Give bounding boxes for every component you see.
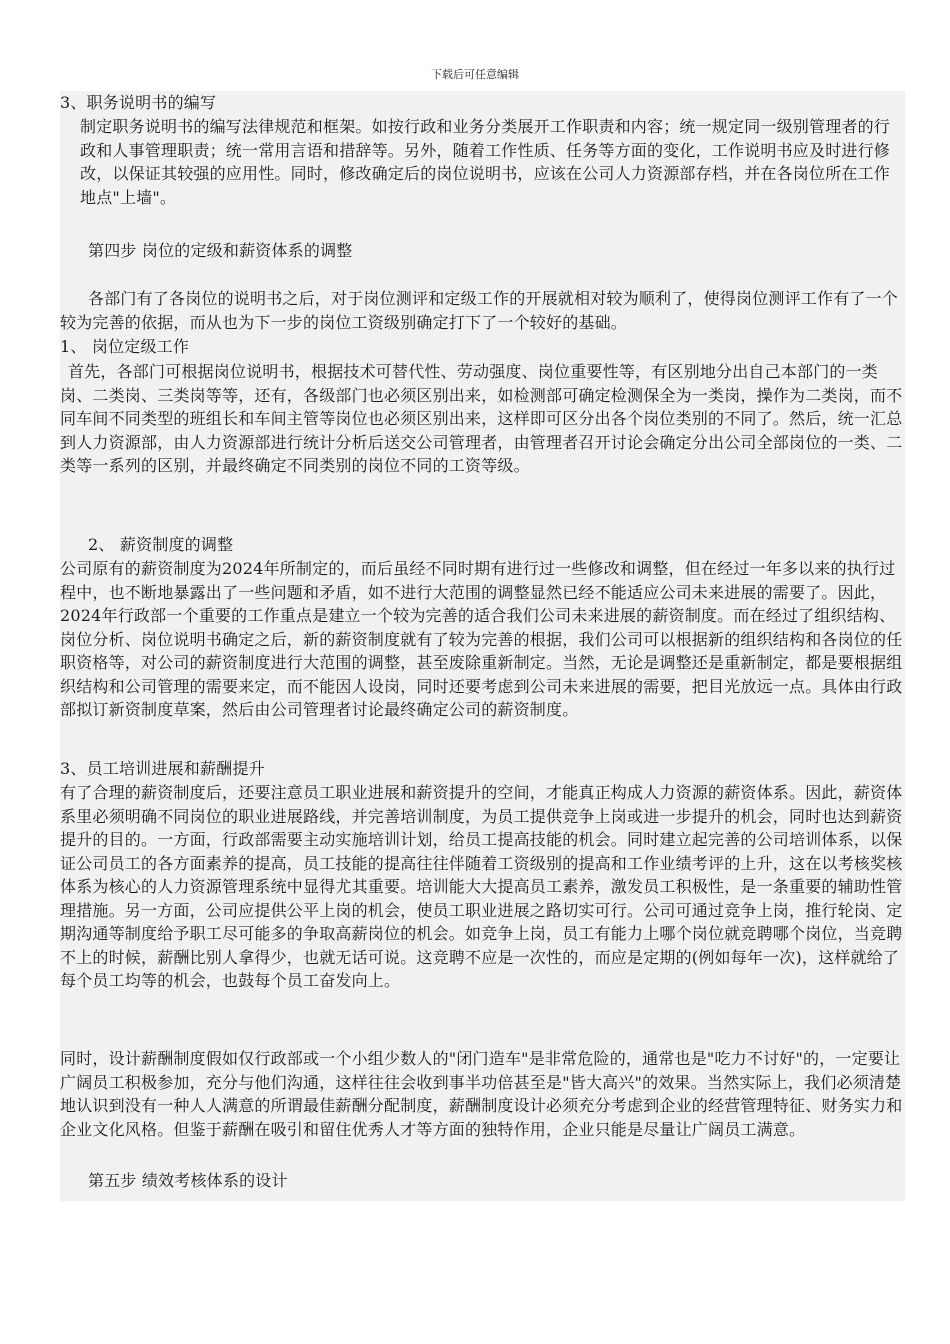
section-2-title: 2、 薪资制度的调整 (88, 535, 234, 554)
section-3b-body: 有了合理的薪资制度后，还要注意员工职业进展和薪资提升的空间，才能真正构成人力资源的薪资体系。因此，薪资体系里必须明确不同岗位的职业进展路线，并完善培训制度，为员工提供竞争上岗或进一步提升的机会，同时也达到薪资提升的目的。一方面，行政部需要主动实施培训计划，给员工提高技能的机会。同时建立起完善的公司培训体系，以保证公司员工的各方面素养的提高，员工技能的提高往往伴随着工资级别的提高和工作业绩考评的上升，这在以考核奖核体系为核心的人力资源管理系统中显得尤其重要。培训能大大提高员工素养，激发员工积极性，是一条重要的辅助性管理措施。另一方面，公司应提供公平上岗的机会，使员工职业进展之路切实可行。公司可通过竞争上岗，推行轮岗、定期沟通等制度给予职工尽可能多的争取高薪岗位的机会。如竞争上岗，员工有能力上哪个岗位就竞聘哪个岗位，当竞聘不上的时候，薪酬比别人拿得少，也就无话可说。这竞聘不应是一次性的，而应是定期的(例如每年一次)，这样就给了每个员工均等的机会，也鼓每个员工奋发向上。 (60, 783, 903, 990)
step-4-title: 第四步 岗位的定级和薪资体系的调整 (88, 241, 353, 260)
section-1-title: 1、 岗位定级工作 (60, 337, 190, 356)
document-page (60, 91, 905, 1201)
section-1-body: 首先，各部门可根据岗位说明书，根据技术可替代性、劳动强度、岗位重要性等，有区别地分出自己本部门的一类岗、二类岗、三类岗等等，还有，各级部门也必须区别出来，如检测部可确定检测保全为一类岗，操作为二类岗，而不同车间不同类型的班组长和车间主管等岗位也必须区别出来，这样即可区分出各个岗位类别的不同了。然后，统一汇总到人力资源部，由人力资源部进行统计分析后送交公司管理者，由管理者召开讨论会确定分出公司全部岗位的一类、二类等一系列的区别，并最终确定不同类别的岗位不同的工资等级。 (60, 362, 903, 475)
section-3b-body-2: 同时，设计薪酬制度假如仅行政部或一个小组少数人的"闭门造车"是非常危险的，通常也是"吃力不讨好"的，一定要让广阔员工积极参加，充分与他们沟通，这样往往会收到事半功倍甚至是"皆大高兴"的效果。当然实际上，我们必须清楚地认识到没有一种人人满意的所谓最佳薪酬分配制度，薪酬制度设计必须充分考虑到企业的经营管理特征、财务实力和企业文化风格。但鉴于薪酬在吸引和留住优秀人才等方面的独特作用，企业只能是尽量让广阔员工满意。 (60, 1049, 903, 1139)
section-3b-title: 3、员工培训进展和薪酬提升 (60, 759, 265, 778)
step-4-intro: 各部门有了各岗位的说明书之后，对于岗位测评和定级工作的开展就相对较为顺利了，使得岗位测评工作有了一个较为完善的依据，而从也为下一步的岗位工资级别确定打下了一个较好的基础。 (60, 289, 899, 332)
page-header-note: 下载后可任意编辑 (431, 68, 519, 81)
section-3-title: 3、职务说明书的编写 (60, 93, 217, 112)
step-5-title: 第五步 绩效考核体系的设计 (88, 1171, 288, 1190)
section-3-body: 制定职务说明书的编写法律规范和框架。如按行政和业务分类展开工作职责和内容；统一规定同一级别管理者的行政和人事管理职责；统一常用言语和措辞等。另外，随着工作性质、任务等方面的变化，工作说明书应及时进行修改，以保证其较强的应用性。同时，修改确定后的岗位说明书，应该在公司人力资源部存档，并在各岗位所在工作地点"上墙"。 (80, 117, 891, 207)
section-2-body: 公司原有的薪资制度为2024年所制定的，而后虽经不同时期有进行过一些修改和调整，但在经过一年多以来的执行过程中，也不断地暴露出了一些问题和矛盾，如不进行大范围的调整显然已经不能适应公司未来进展的需要了。因此，2024年行政部一个重要的工作重点是建立一个较为完善的适合我们公司未来进展的薪资制度。而在经过了组织结构、岗位分析、岗位说明书确定之后，新的薪资制度就有了较为完善的根据，我们公司可以根据新的组织结构和各岗位的任职资格等，对公司的薪资制度进行大范围的调整，甚至废除重新制定。当然，无论是调整还是重新制定，都是要根据组织结构和公司管理的需要来定，而不能因人设岗，同时还要考虑到公司未来进展的需要，把目光放远一点。具体由行政部拟订新资制度草案，然后由公司管理者讨论最终确定公司的薪资制度。 (60, 559, 903, 719)
